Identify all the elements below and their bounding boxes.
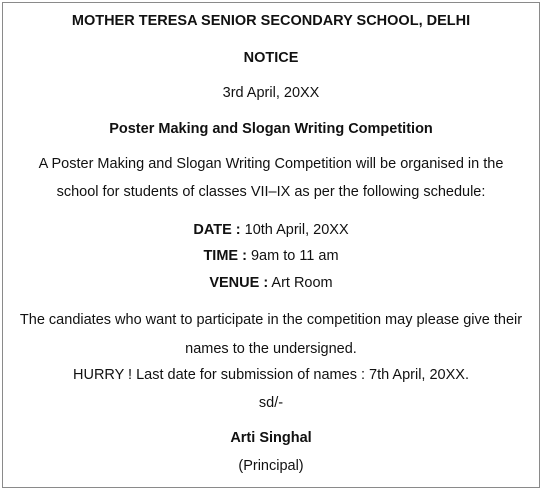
deadline-line: HURRY ! Last date for submission of names : 7th April, 20XX. [73,367,469,383]
schedule-venue-value: Art Room [268,275,333,291]
schedule-time-value: 9am to 11 am [246,248,339,264]
schedule-time [3,247,539,265]
body-line-2: school for students of classes VII–IX as per the following schedule: [56,184,486,200]
schedule-time-label: TIME : [203,248,247,264]
signer-name: Arti Singhal [230,430,312,446]
para-line-1: The candiates who want to participate in the competition may please give their [19,312,523,328]
signature-mark: sd/- [258,395,284,411]
notice-heading: NOTICE [243,50,299,66]
schedule-date-label: DATE : [193,222,241,238]
issue-date: 3rd April, 20XX [222,85,320,101]
notice-box [2,2,540,488]
notice-subject: Poster Making and Slogan Writing Competition [109,121,433,137]
para-line-2: names to the undersigned. [185,341,357,357]
school-name: MOTHER TERESA SENIOR SECONDARY SCHOOL, DELHI [71,13,471,29]
schedule-venue-label: VENUE : [209,275,269,291]
schedule-venue [3,274,539,292]
body-line-1: A Poster Making and Slogan Writing Competition will be organised in the [38,156,504,172]
schedule-date-value: 10th April, 20XX [240,222,349,238]
signer-designation: (Principal) [238,458,304,474]
schedule-date [3,221,539,239]
